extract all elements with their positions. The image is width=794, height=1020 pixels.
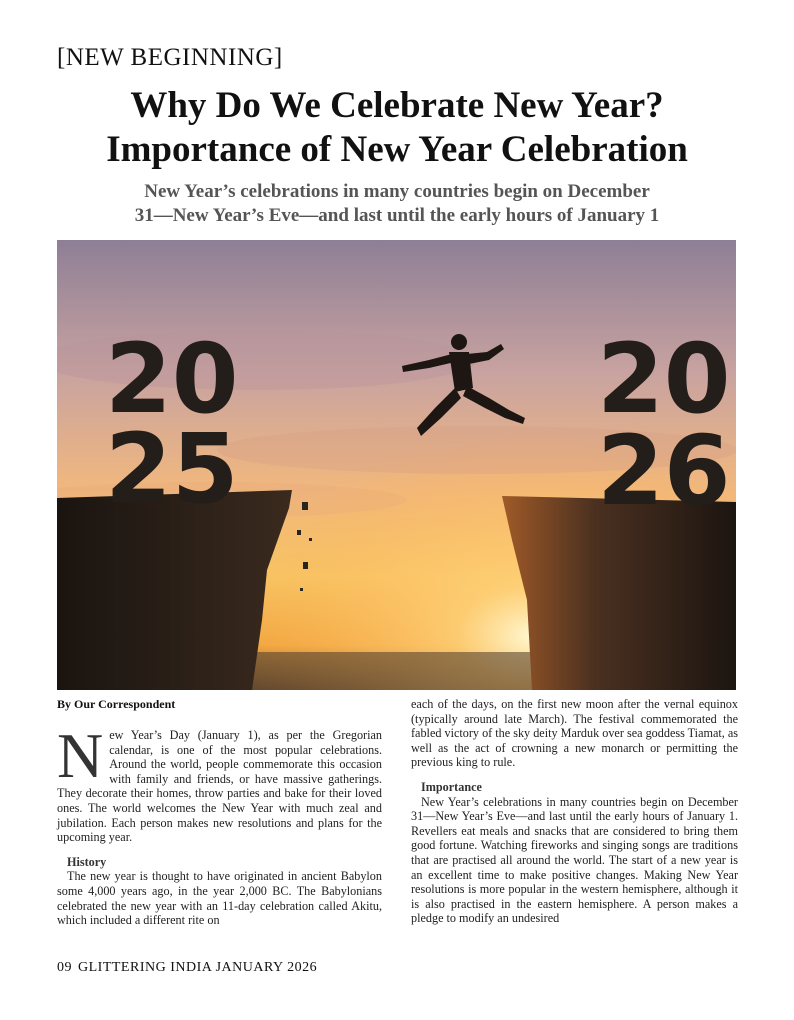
intro-paragraph xyxy=(57,720,382,845)
subhead-line-2: 31—New Year’s Eve—and last until the early hours of January 1 xyxy=(134,205,660,226)
article-headline xyxy=(0,84,794,172)
left-year-bottom: 25 xyxy=(105,413,239,525)
section-kicker: [NEW BEGINNING] xyxy=(57,44,283,71)
hero-image xyxy=(57,240,736,690)
publication-name: GLITTERING INDIA JANUARY 2026 xyxy=(78,960,318,975)
article-column-right xyxy=(411,697,738,926)
byline: By Our Correspondent xyxy=(57,697,176,711)
intro-text: ew Year’s Day (January 1), as per the Gregorian calendar, is one of the most popular celebrations. Around the world, people commemorate this occasion with family and friends, or have massive gatherings. They decorate their homes, throw parties and bake for their loved ones. The world welcomes the New Year with much zeal and jubilation. Each person makes new resolutions and plans for the upcoming year. xyxy=(57,728,382,845)
right-year-bottom: 26 xyxy=(597,415,731,527)
article-column-left xyxy=(57,720,382,928)
left-year-top: 20 xyxy=(105,323,239,435)
importance-paragraph: New Year’s celebrations in many countries begin on December 31—New Year’s Eve—and last until the early hours of January 1. Revellers eat meals and snacks that are considered to bring them good fortune. Watching fireworks and singing songs are traditions that are practised all around the world. The start of a new year is an excellent time to make positive changes. Making New Year resolutions is more popular in the western hemisphere, although it is also practised in the eastern hemisphere. A person makes a pledge to modify an undesired xyxy=(411,794,738,926)
sunset-cliff-jump-illustration xyxy=(57,240,736,690)
right-year-top: 20 xyxy=(597,323,731,435)
subhead-line-1: New Year’s celebrations in many countries begin on December xyxy=(144,181,650,202)
history-paragraph-1: The new year is thought to have originated in ancient Babylon some 4,000 years ago, in the year 2,000 BC. The Babylonians celebrated the new year with an 11-day celebration called Akitu, which included a different rite on xyxy=(57,869,382,928)
drop-cap: N xyxy=(57,720,104,791)
headline-line-1: Why Do We Celebrate New Year? xyxy=(130,85,664,126)
page-footer xyxy=(57,960,323,976)
history-paragraph-2: each of the days, on the first new moon after the vernal equinox (typically around late March). The festival commemorated the fabled victory of the sky deity Marduk over sea goddess Tiamat, as well as the act of crowning a new monarch or permitting the previous king to rule. xyxy=(411,697,738,770)
headline-line-2: Importance of New Year Celebration xyxy=(106,129,688,170)
page-number: 09 xyxy=(57,960,72,975)
history-heading: History xyxy=(67,854,107,869)
importance-heading: Importance xyxy=(421,779,482,794)
article-subhead xyxy=(0,180,794,228)
